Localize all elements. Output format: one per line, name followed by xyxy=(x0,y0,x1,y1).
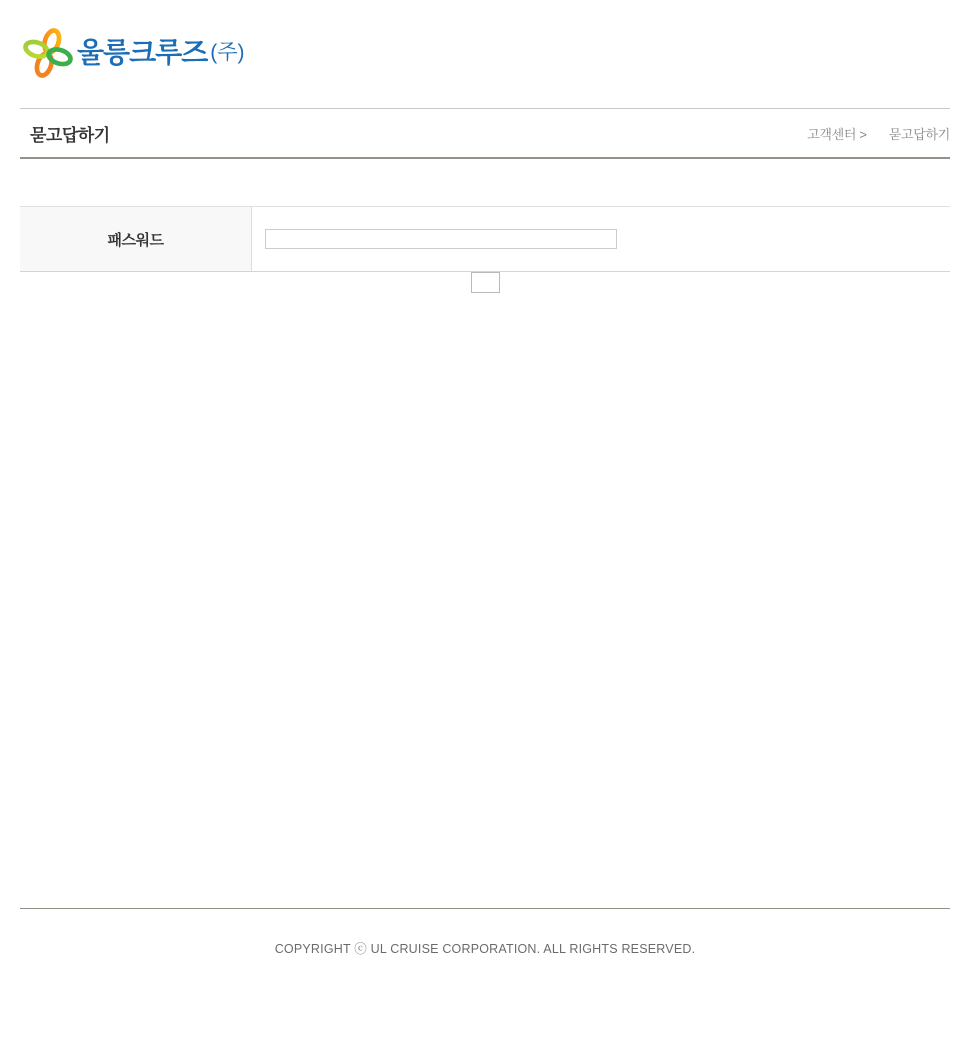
breadcrumb xyxy=(807,124,950,143)
title-bar xyxy=(20,108,950,159)
company-suffix: (주) xyxy=(210,41,245,64)
pinwheel-flower-icon xyxy=(21,26,75,80)
password-label-cell xyxy=(20,207,252,271)
footer xyxy=(20,908,950,958)
copyright-text: COPYRIGHT ⓒ UL CRUISE CORPORATION. ALL RIGHTS RESERVED. xyxy=(274,942,696,956)
company-name: 울릉크루즈 xyxy=(77,37,208,68)
password-input[interactable] xyxy=(265,229,617,249)
password-input-cell xyxy=(252,207,950,271)
password-form xyxy=(20,206,950,272)
breadcrumb-parent[interactable]: 고객센터 > xyxy=(807,126,867,142)
confirm-button[interactable] xyxy=(471,272,500,293)
site-logo[interactable] xyxy=(21,26,950,80)
page-title: 묻고답하기 xyxy=(30,125,110,145)
breadcrumb-current: 묻고답하기 xyxy=(888,126,950,142)
password-label: 패스워드 xyxy=(107,231,164,249)
